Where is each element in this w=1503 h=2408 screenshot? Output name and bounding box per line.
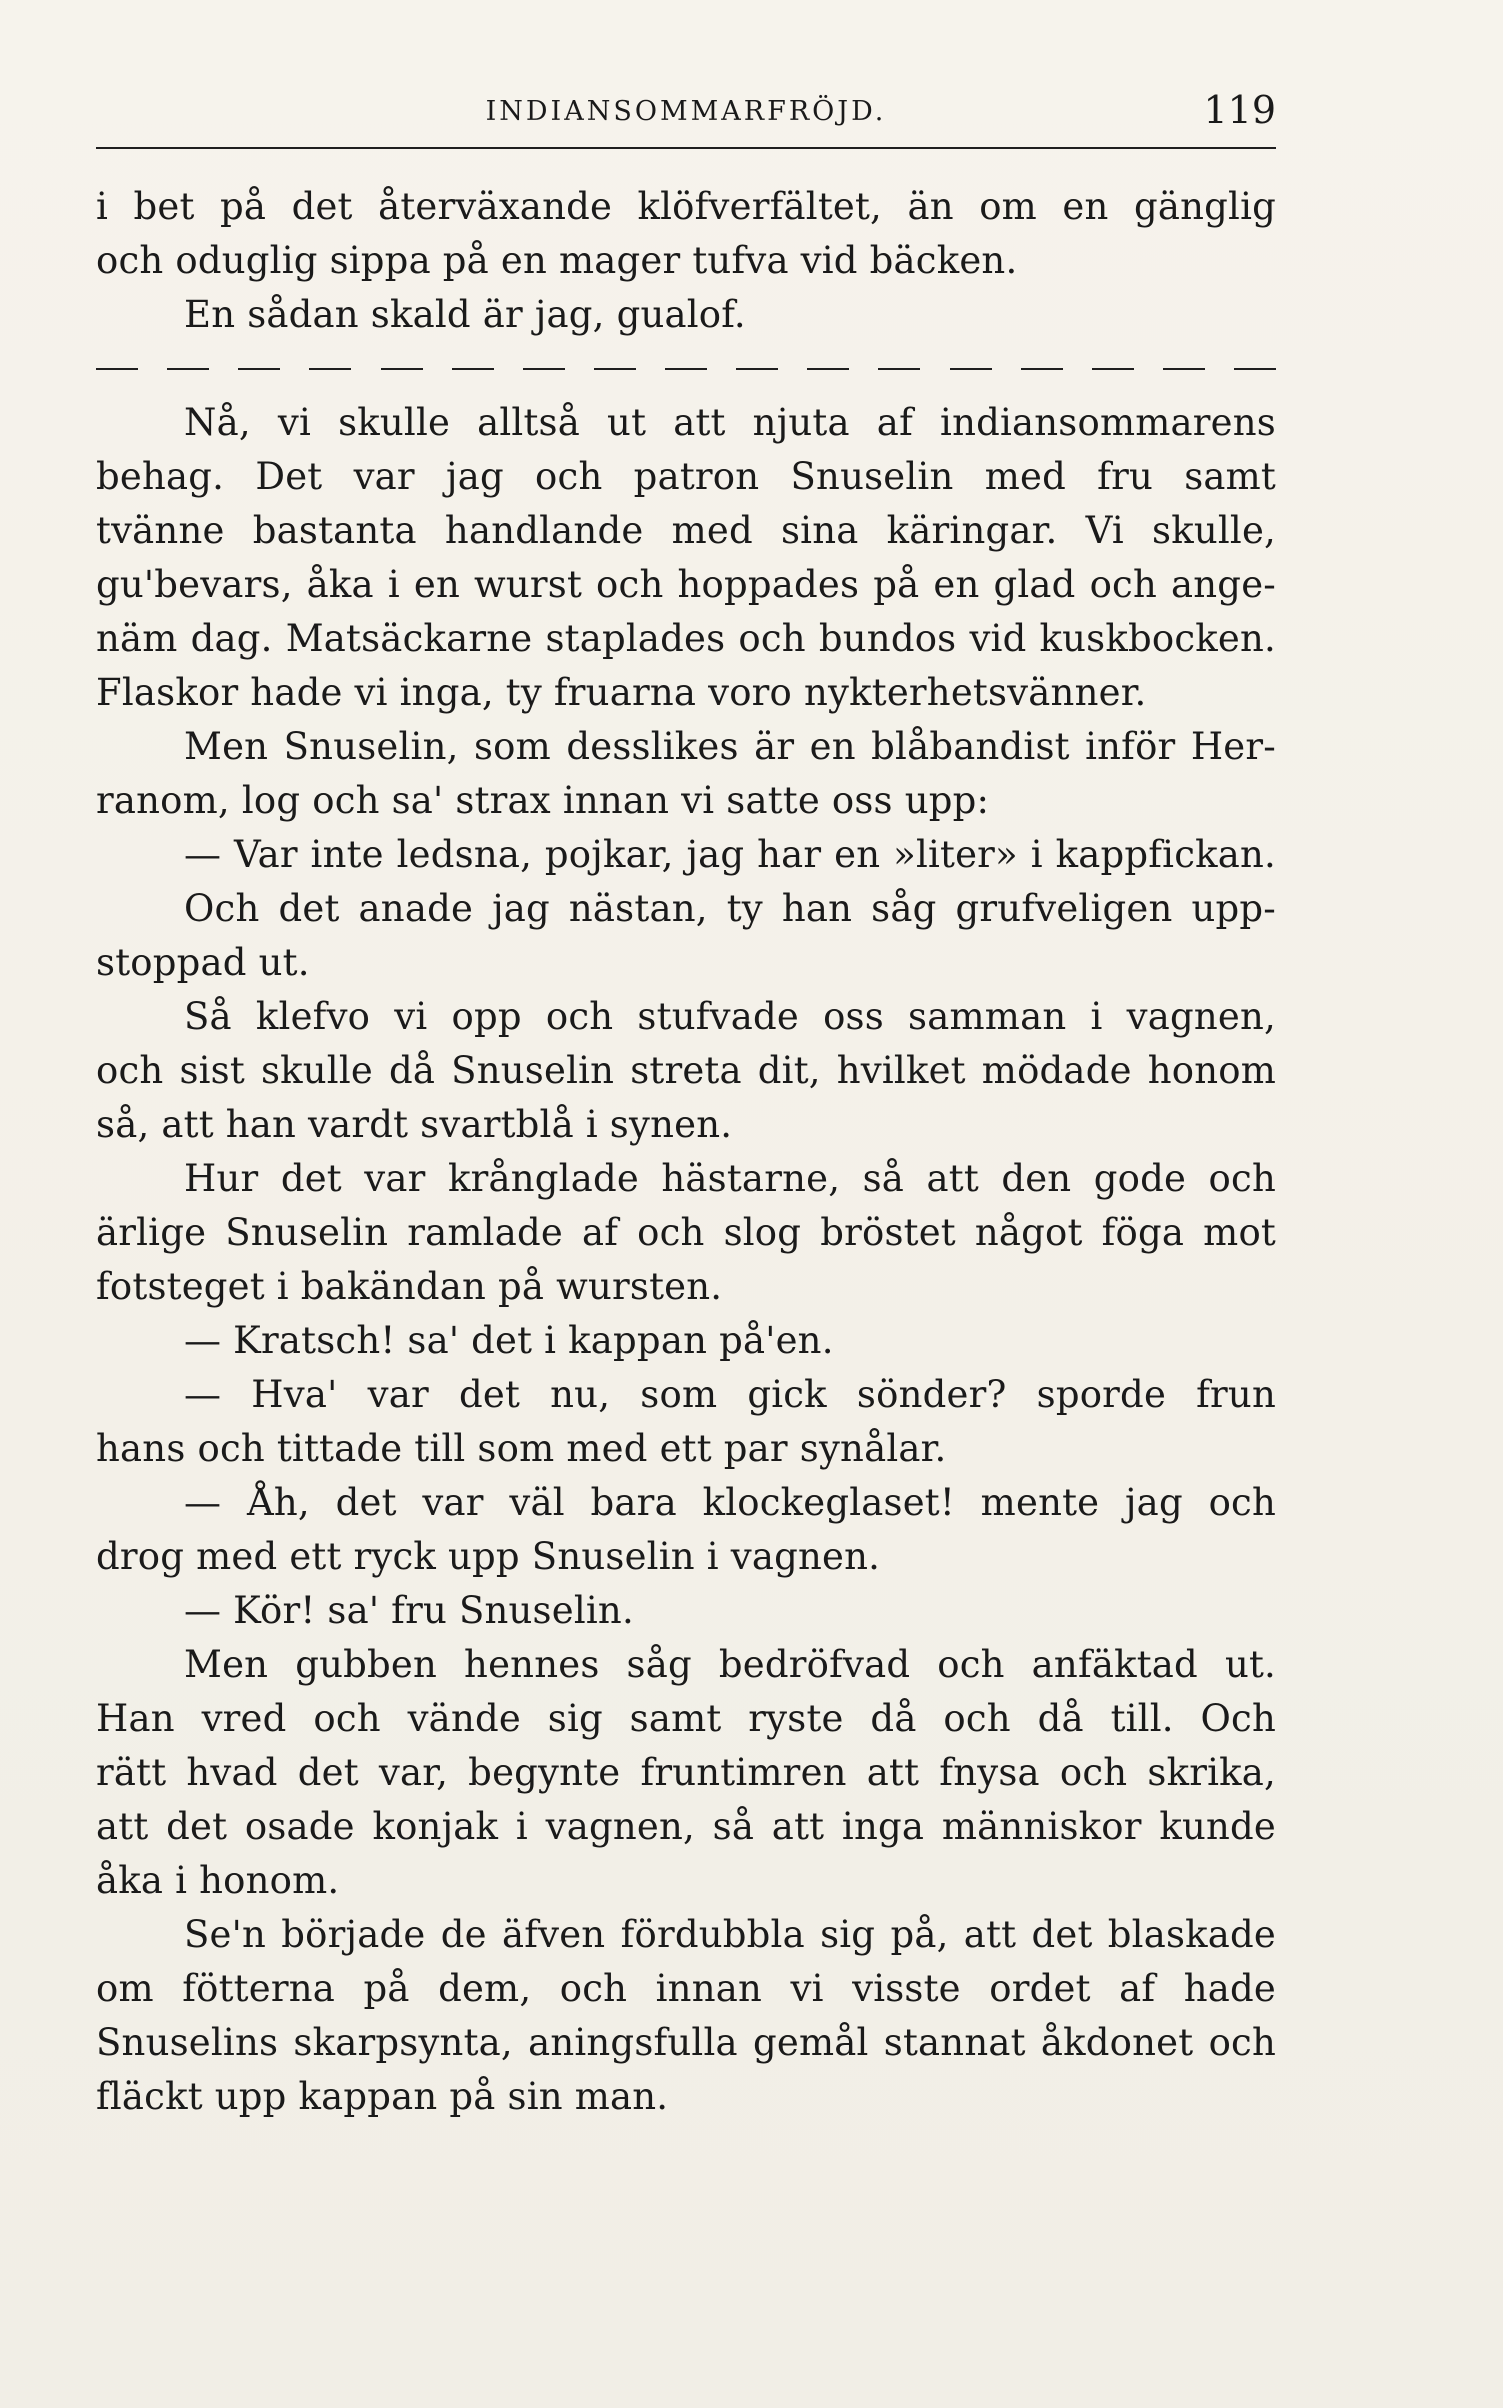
text-line: Han vred och vände sig samt ryste då och då till. Och — [96, 1697, 1276, 1740]
text-line: drog med ett ryck upp Snuselin i vagnen. — [96, 1535, 881, 1578]
section-separator — [96, 342, 1276, 396]
text-line: — Hva' var det nu, som gick sönder? sporde frun — [184, 1373, 1276, 1416]
text-line: fotsteget i bakändan på wursten. — [96, 1265, 723, 1308]
page-number: 119 — [1203, 88, 1276, 132]
separator-dash — [1021, 368, 1063, 370]
text-line: så, att han vardt svartblå i synen. — [96, 1103, 733, 1146]
separator-dash — [452, 368, 494, 370]
text-line: fläckt upp kappan på sin man. — [96, 2075, 669, 2118]
text-line: — Åh, det var väl bara klockeglaset! mente jag och — [184, 1481, 1276, 1524]
text-line: rätt hvad det var, begynte fruntimren att fnysa och skrika, — [96, 1751, 1276, 1794]
body-text — [96, 180, 1276, 2124]
separator-dash — [238, 368, 280, 370]
separator-dash — [1234, 368, 1276, 370]
text-line: åka i honom. — [96, 1859, 340, 1902]
text-line: behag. Det var jag och patron Snuselin med fru samt — [96, 455, 1276, 498]
text-line: stoppad ut. — [96, 941, 310, 984]
separator-dash — [523, 368, 565, 370]
text-line: och oduglig sippa på en mager tufva vid bäcken. — [96, 239, 1018, 282]
text-line: Men gubben hennes såg bedröfvad och anfäktad ut. — [184, 1643, 1276, 1686]
text-line: Och det anade jag nästan, ty han såg grufveligen upp- — [184, 887, 1276, 930]
text-line: Så klefvo vi opp och stufvade oss samman i vagnen, — [184, 995, 1276, 1038]
text-line: tvänne bastanta handlande med sina käringar. Vi skulle, — [96, 509, 1276, 552]
text-line: om fötterna på dem, och innan vi visste ordet af hade — [96, 1967, 1276, 2010]
separator-dash — [381, 368, 423, 370]
text-line: ranom, log och sa' strax innan vi satte oss upp: — [96, 779, 990, 822]
text-line: hans och tittade till som med ett par synålar. — [96, 1427, 947, 1470]
text-line: Men Snuselin, som desslikes är en blåbandist inför Her- — [184, 725, 1276, 768]
separator-dash — [878, 368, 920, 370]
text-line: — Var inte ledsna, pojkar, jag har en »liter» i kappfickan. — [184, 833, 1276, 876]
text-line: näm dag. Matsäckarne staplades och bundos vid kuskbocken. — [96, 617, 1276, 660]
text-line: — Kör! sa' fru Snuselin. — [184, 1589, 634, 1632]
separator-dash — [594, 368, 636, 370]
text-line: Se'n började de äfven fördubbla sig på, att det blaskade — [184, 1913, 1276, 1956]
text-line: i bet på det återväxande klöfverfältet, än om en gänglig — [96, 185, 1276, 228]
running-title: INDIANSOMMARFRÖJD. — [485, 96, 887, 127]
separator-dash — [807, 368, 849, 370]
text-line: En sådan skald är jag, gualof. — [184, 293, 746, 336]
separator-dash — [1163, 368, 1205, 370]
page-header — [96, 88, 1276, 138]
text-line: — Kratsch! sa' det i kappan på'en. — [184, 1319, 834, 1362]
text-line: Nå, vi skulle alltså ut att njuta af indiansommarens — [184, 401, 1276, 444]
text-line: och sist skulle då Snuselin streta dit, hvilket mödade honom — [96, 1049, 1276, 1092]
separator-dash — [736, 368, 778, 370]
text-line: Flaskor hade vi inga, ty fruarna voro nykterhetsvänner. — [96, 671, 1147, 714]
separator-dash — [309, 368, 351, 370]
separator-dash — [950, 368, 992, 370]
separator-dash — [665, 368, 707, 370]
text-line: Snuselins skarpsynta, aningsfulla gemål stannat åkdonet och — [96, 2021, 1276, 2064]
separator-dash — [1092, 368, 1134, 370]
header-rule — [96, 147, 1276, 149]
text-line: ärlige Snuselin ramlade af och slog bröstet något föga mot — [96, 1211, 1276, 1254]
text-line: gu'bevars, åka i en wurst och hoppades på en glad och ange- — [96, 563, 1276, 606]
separator-dash — [96, 368, 138, 370]
text-line: att det osade konjak i vagnen, så att inga människor kunde — [96, 1805, 1276, 1848]
text-line: Hur det var krånglade hästarne, så att den gode och — [184, 1157, 1276, 1200]
separator-dash — [167, 368, 209, 370]
